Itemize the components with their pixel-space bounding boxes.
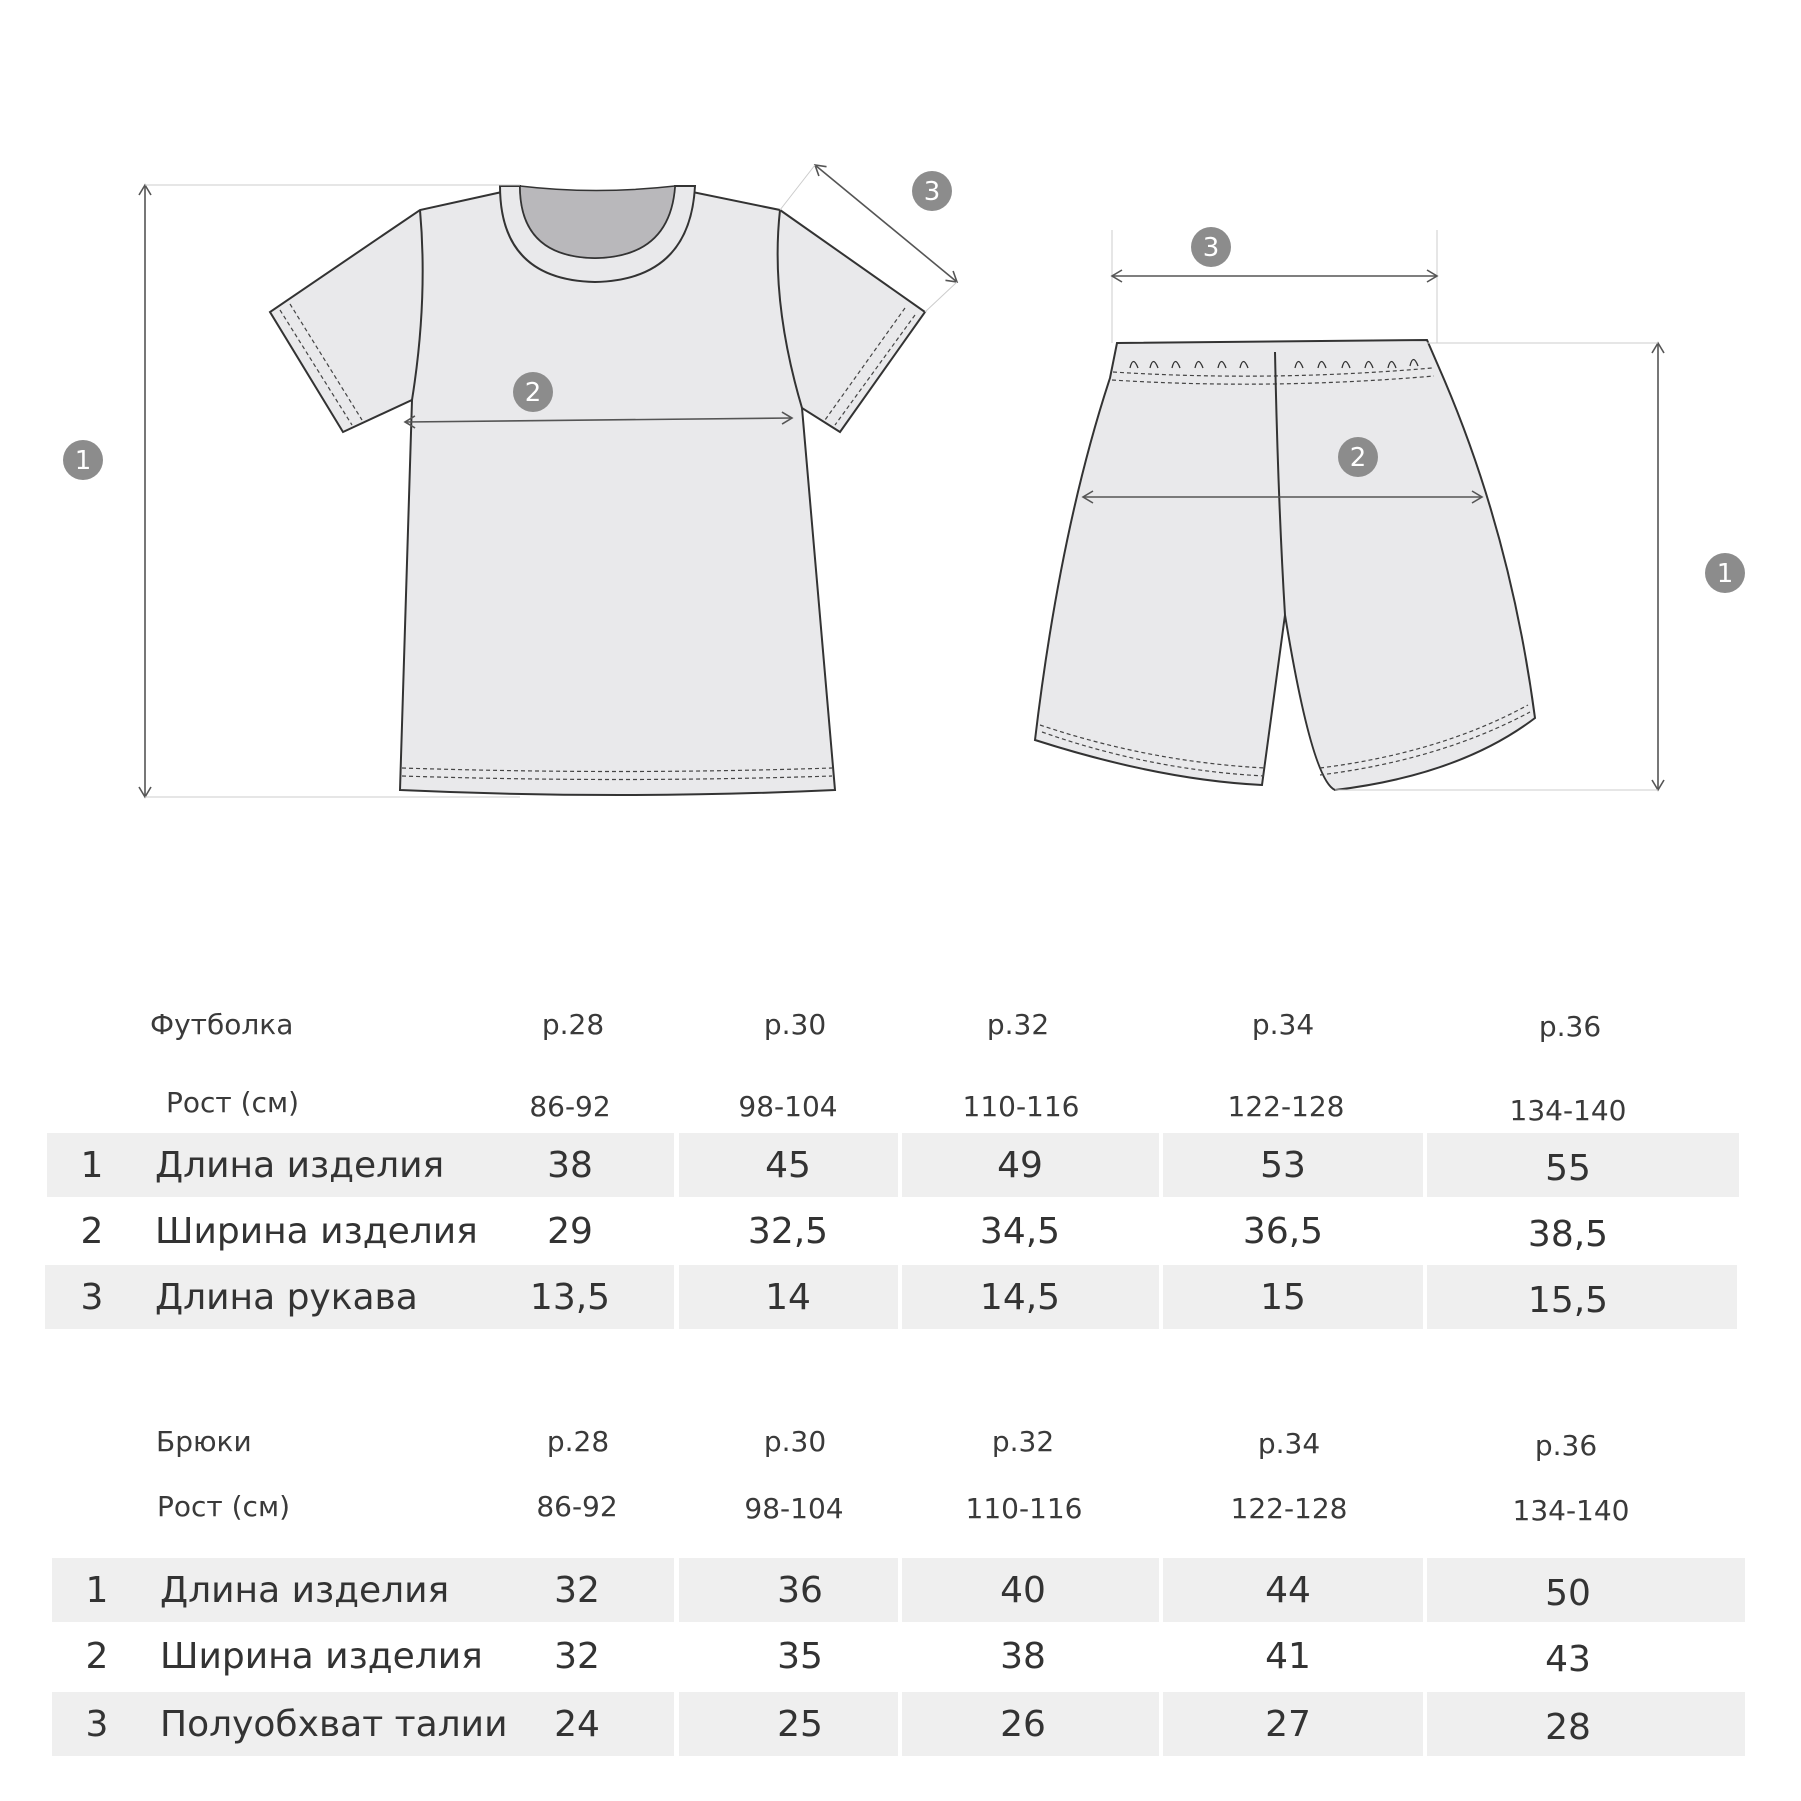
value-cell: 35 (777, 1636, 823, 1677)
row-number: 3 (85, 1704, 109, 1745)
value-cell: 32 (554, 1636, 600, 1677)
table-row (0, 1692, 1801, 1756)
value-cell: 14 (765, 1277, 811, 1318)
height-header: 122-128 (1227, 1090, 1345, 1123)
svg-text:3: 3 (1202, 233, 1220, 263)
row-label: Полуобхват талии (160, 1704, 508, 1745)
value-cell: 34,5 (979, 1211, 1061, 1252)
row-label: Длина изделия (155, 1145, 445, 1186)
table-row (0, 1558, 1801, 1622)
badge-tshirt-length (63, 440, 103, 480)
row-number: 1 (80, 1145, 104, 1186)
value-cell: 38 (1000, 1636, 1046, 1677)
row-number: 3 (80, 1277, 104, 1318)
row-label: Ширина изделия (155, 1211, 478, 1252)
value-cell: 14,5 (979, 1277, 1061, 1318)
value-cell: 32,5 (747, 1211, 829, 1252)
size-header: р.36 (1538, 1010, 1602, 1043)
svg-text:1: 1 (74, 446, 92, 476)
row-label: Длина изделия (160, 1570, 450, 1611)
value-cell: 15 (1260, 1277, 1306, 1318)
size-header: р.28 (541, 1008, 605, 1041)
svg-text:2: 2 (1349, 443, 1367, 473)
row-number: 2 (85, 1636, 109, 1677)
height-label: Рост (см) (166, 1086, 299, 1119)
shorts-drawing (1035, 340, 1535, 790)
value-cell: 36,5 (1242, 1211, 1324, 1252)
table-row (0, 1199, 1801, 1263)
size-header: р.36 (1534, 1429, 1598, 1462)
height-header: 134-140 (1509, 1094, 1627, 1127)
size-header: р.30 (763, 1008, 827, 1041)
value-cell: 50 (1545, 1573, 1591, 1614)
table-row (0, 1624, 1801, 1688)
badge-shorts-waist (1191, 227, 1231, 267)
size-header: р.28 (546, 1425, 610, 1458)
table-title: Футболка (150, 1008, 294, 1041)
value-cell: 29 (547, 1211, 593, 1252)
badge-tshirt-sleeve (912, 171, 952, 211)
height-header: 122-128 (1230, 1492, 1348, 1525)
value-cell: 27 (1265, 1704, 1311, 1745)
size-header: р.30 (763, 1425, 827, 1458)
table-row (0, 1133, 1801, 1197)
value-cell: 36 (777, 1570, 823, 1611)
tshirt-drawing (270, 186, 925, 795)
value-cell: 38 (547, 1145, 593, 1186)
badge-shorts-width (1338, 437, 1378, 477)
value-cell: 44 (1265, 1570, 1311, 1611)
value-cell: 26 (1000, 1704, 1046, 1745)
height-header: 98-104 (738, 1090, 838, 1123)
value-cell: 15,5 (1527, 1280, 1609, 1321)
height-header: 110-116 (965, 1492, 1083, 1525)
value-cell: 32 (554, 1570, 600, 1611)
garment-measurement-diagram (0, 0, 1801, 900)
value-cell: 43 (1545, 1639, 1591, 1680)
table-title: Брюки (156, 1425, 252, 1458)
svg-text:3: 3 (923, 177, 941, 207)
table-row (0, 1265, 1801, 1329)
svg-text:1: 1 (1716, 559, 1734, 589)
size-header: р.32 (986, 1008, 1050, 1041)
value-cell: 45 (765, 1145, 811, 1186)
size-header: р.34 (1251, 1008, 1315, 1041)
height-label: Рост (см) (157, 1490, 290, 1523)
row-number: 2 (80, 1211, 104, 1252)
height-header: 134-140 (1512, 1494, 1630, 1527)
value-cell: 53 (1260, 1145, 1306, 1186)
height-header: 110-116 (962, 1090, 1080, 1123)
value-cell: 40 (1000, 1570, 1046, 1611)
height-header: 86-92 (529, 1090, 611, 1123)
value-cell: 49 (997, 1145, 1043, 1186)
value-cell: 24 (554, 1704, 600, 1745)
row-label: Длина рукава (155, 1277, 418, 1318)
value-cell: 25 (777, 1704, 823, 1745)
value-cell: 41 (1265, 1636, 1311, 1677)
value-cell: 28 (1545, 1707, 1591, 1748)
value-cell: 38,5 (1527, 1214, 1609, 1255)
size-header: р.32 (991, 1425, 1055, 1458)
row-label: Ширина изделия (160, 1636, 483, 1677)
row-number: 1 (85, 1570, 109, 1611)
value-cell: 55 (1545, 1148, 1591, 1189)
size-header: р.34 (1257, 1427, 1321, 1460)
badge-shorts-length (1705, 553, 1745, 593)
svg-text:2: 2 (524, 378, 542, 408)
value-cell: 13,5 (529, 1277, 611, 1318)
badge-tshirt-width (513, 372, 553, 412)
height-header: 98-104 (744, 1492, 844, 1525)
height-header: 86-92 (536, 1490, 618, 1523)
